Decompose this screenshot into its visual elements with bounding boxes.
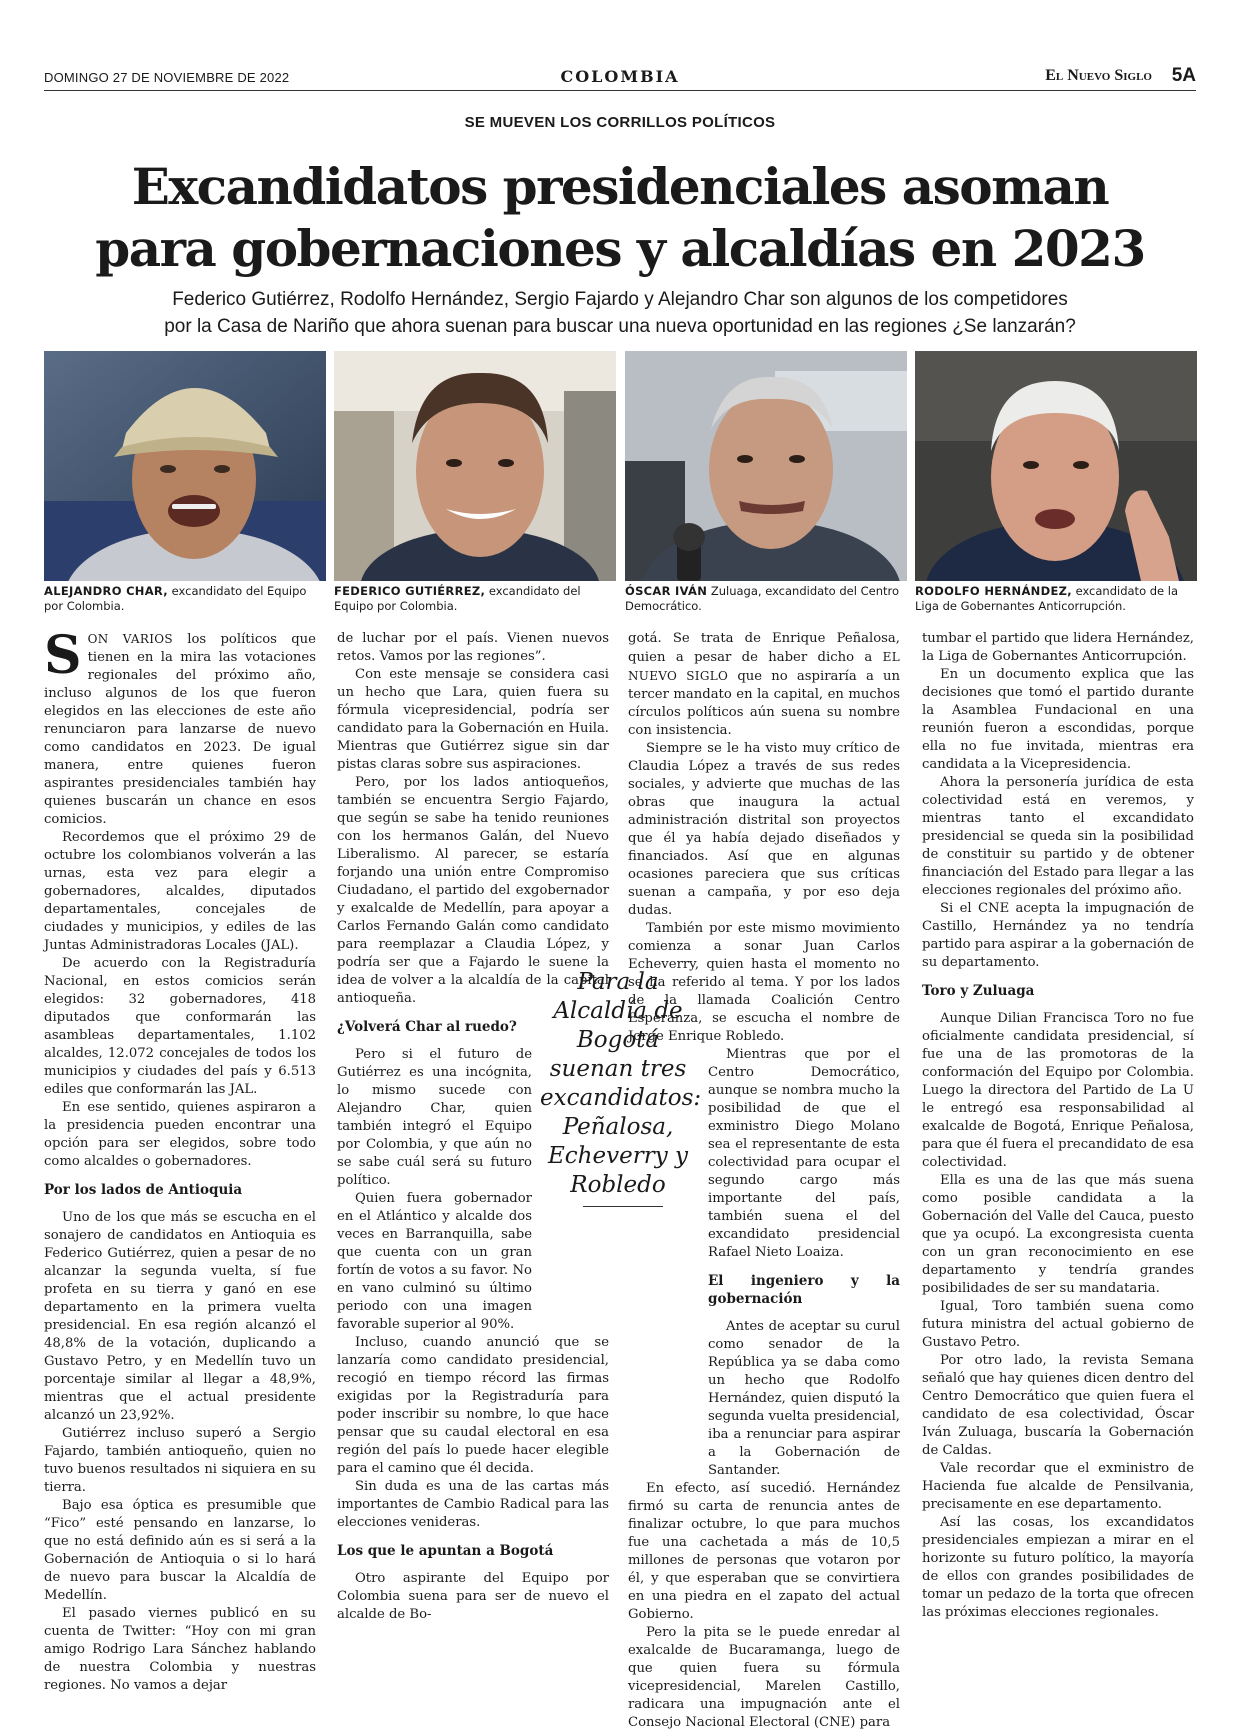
photo-oscar-ivan-zuluaga — [625, 351, 907, 581]
paragraph: tumbar el partido que lidera Hernández, la Liga de Gobernantes Anticorrupción. — [922, 631, 1194, 664]
paragraph: Pero, por los lados antioqueños, también se encuentra Sergio Fajardo, que según se sabe ha tenido reuniones con los hermanos Galán, del Nuevo Liberalismo. Al parecer, se estaría forjando una unión entre Compromiso Ciudadano, el partido del exgobernador y exalcalde de Medellín, para apoyar a Carlos Fernando Galán como candidato para reemplazar a Claudia López, y podría ser que a Fajardo le suene la idea de volver a la alcaldía de la capital antioqueña. — [337, 775, 609, 1006]
caption-name: FEDERICO GUTIÉRREZ, — [334, 584, 486, 598]
paragraph-text: que no aspiraría a un tercer mandato en la capital, en muchos círculos políticos aún suena su nombre con insistencia. — [628, 669, 900, 738]
section-name: COLOMBIA — [560, 67, 680, 86]
paragraph: También por este mismo movimiento comienza a sonar Juan Carlos Echeverry, quien hasta el momento no se ha referido al tema. Y por los lados de la llamada Coalición Centro Esperanza, se escucha el nombre de Jorge Enrique Robledo. — [628, 921, 900, 1044]
subhead-line-1: Federico Gutiérrez, Rodolfo Hernández, Sergio Fajardo y Alejandro Char son algunos de los competidores — [172, 289, 1068, 310]
photo-federico-gutierrez — [334, 351, 616, 581]
caption-name: ÓSCAR IVÁN — [625, 584, 708, 598]
subheading: El ingeniero y la gobernación — [708, 1273, 900, 1307]
photo-alejandro-char — [44, 351, 326, 581]
paragraph: Sin duda es una de las cartas más importantes de Cambio Radical para las elecciones venideras. — [337, 1479, 609, 1530]
portrait-illustration — [625, 351, 907, 581]
paragraph: Ella es una de las que más suena como posible candidata a la Gobernación del Valle del Cauca, puesto que ya ocupó. La excongresista cuenta con un gran reconocimiento en ese departamento y tendría grandes posibilidades de ser su mandataria. — [922, 1173, 1194, 1296]
paragraph: Incluso, cuando anunció que se lanzaría como candidato presidencial, recogió en tiempo récord las firmas exigidas por la Registraduría para poder inscribir su nombre, lo que hace pensar que su caudal electoral en esa región del país lo puede hacer elegible para el camino que él decida. — [337, 1335, 609, 1476]
paragraph: Pero si el futuro de Gutiérrez es una incógnita, lo mismo sucede con Alejandro Char, quien también integró el Equipo por Colombia, y que aún no se sabe cuál será su futuro político. — [337, 1047, 532, 1188]
article-column-3 — [628, 630, 900, 1732]
paragraph: De acuerdo con la Registraduría Nacional, en estos comicios serán elegidos: 32 gobernadores, 418 diputados que conformarán las asambleas departamentales, 1.102 alcaldes, 12.072 concejales de todos los municipios y ciudades del país y 6.513 ediles que conformarán las JAL. — [44, 956, 316, 1097]
caption-text: Zuluaga, excandidato del Centro Democrático. — [625, 584, 900, 613]
paragraph: Con este mensaje se considera casi un hecho que Lara, quien fuera su fórmula vicepresidencial, podría ser candidato para la Gobernación en Huila. Mientras que Gutiérrez sigue sin dar pistas claras sobre sus aspiraciones. — [337, 667, 609, 772]
paragraph: Si el CNE acepta la impugnación de Castillo, Hernández ya no tendría partido para aspirar a la gobernación de su departamento. — [922, 901, 1194, 970]
photo-caption — [334, 584, 616, 614]
paragraph: Igual, Toro también suena como futura ministra del actual gobierno de Gustavo Petro. — [922, 1299, 1194, 1350]
paragraph: Antes de aceptar su curul como senador de la República ya se daba como un hecho que Rodolfo Hernández, quien disputó la segunda vuelta presidencial, iba a renunciar para aspirar a la Gobernación de Santander. — [708, 1319, 900, 1478]
photo-rodolfo-hernandez — [915, 351, 1197, 581]
portrait-illustration — [334, 351, 616, 581]
subheading: ¿Volverá Char al ruedo? — [337, 1019, 517, 1035]
paragraph: Recordemos que el próximo 29 de octubre los colombianos volverán a las urnas, esta vez para elegir a gobernadores, alcaldes, diputados departamentales, concejales de ciudades y municipios, y ediles de las Juntas Administradoras Locales (JAL). — [44, 830, 316, 953]
headline-line-1: Excandidatos presidenciales asoman — [131, 157, 1109, 216]
paragraph: Mientras que por el Centro Democrático, aunque se nombra mucho la posibilidad de que el exministro Diego Molano sea el representante de esta colectividad para ocupar el segundo cargo más importante del país, también suena el del excandidato presidencial Rafael Nieto Loaiza. — [708, 1047, 900, 1260]
subheading: Los que le apuntan a Bogotá — [337, 1543, 554, 1559]
paragraph: de luchar por el país. Vienen nuevos retos. Vamos por las regiones”. — [337, 631, 609, 664]
paragraph-text: los políticos que tienen en la mira las votaciones regionales del próximo año, incluso algunos de los que fueron elegidos en las elecciones de este año renunciaron para lanzarse de nuevo como candidatos en 2023. De igual manera, entre quienes fueron aspirantes presidenciales también hay quienes buscarán un chance en esos comicios. — [44, 632, 316, 827]
subhead-line-2: por la Casa de Nariño que ahora suenan para buscar una nueva oportunidad en las regiones ¿Se lanzarán? — [164, 316, 1076, 337]
portrait-illustration — [915, 351, 1197, 581]
photo-caption — [915, 584, 1197, 614]
paragraph: Quien fuera gobernador en el Atlántico y alcalde dos veces en Barranquilla, sabe que cuenta con un gran fortín de votos a su favor. No en vano culminó su último periodo con una imagen favorable superior al 90%. — [337, 1191, 532, 1332]
paragraph: Por otro lado, la revista Semana señaló que hay quienes dicen dentro del Centro Democrático que quien fuera el candidato de esa colectividad, Óscar Iván Zuluaga, buscaría la Gobernación de Caldas. — [922, 1353, 1194, 1458]
narrow-text-block — [337, 1046, 532, 1334]
paragraph: Ahora la personería jurídica de esta colectividad está en veremos, y mientras tanto el excandidato presidencial se queda sin la posibilidad de constituir su partido y de obtener financiación del Estado para llegar a las elecciones regionales del próximo año. — [922, 775, 1194, 898]
article-column-1 — [44, 625, 316, 1695]
publication-name: El Nuevo Siglo — [1045, 67, 1152, 84]
issue-date: DOMINGO 27 DE NOVIEMBRE DE 2022 — [44, 70, 290, 85]
indented-text-block — [708, 1046, 900, 1480]
article-column-4 — [922, 630, 1194, 1622]
caption-name: RODOLFO HERNÁNDEZ, — [915, 584, 1072, 598]
paragraph — [628, 630, 900, 740]
paragraph: Bajo esa óptica es presumible que “Fico” esté pensando en lanzarse, lo que no está definido aún es si será a la Gobernación de Antioquia o si lo hará de nuevo para buscar la Alcaldía de Medellín. — [44, 1498, 316, 1603]
paragraph: Siempre se le ha visto muy crítico de Claudia López a través de sus redes sociales, y advierte que muchas de las obras que inaugura la actual administración distrital son proyectos que él ya había dejado diseñados y financiados. Así que en algunas ocasiones pareciera que sus críticas suenan a campaña, y por eso deja dudas. — [628, 741, 900, 918]
paragraph: En efecto, así sucedió. Hernández firmó su carta de renuncia antes de finalizar octubre, lo que para muchos fue una cachetada a más de 10,5 millones de personas que votaron por él, y que esperaban que se convirtiera en una piedra en el zapato del actual Gobierno. — [628, 1481, 900, 1622]
paragraph: Vale recordar que el exministro de Hacienda fue alcalde de Pensilvania, precisamente en ese departamento. — [922, 1461, 1194, 1512]
paragraph: Otro aspirante del Equipo por Colombia suena para ser de nuevo el alcalde de Bo- — [337, 1571, 609, 1622]
photo-caption — [44, 584, 326, 614]
headline-line-2: para gobernaciones y alcaldías en 2023 — [95, 219, 1145, 278]
paragraph: Uno de los que más se escucha en el sonajero de candidatos en Antioquia es Federico Gutiérrez, quien a pesar de no alcanzar la segunda vuelta, sí fue profeta en su tierra y ganó en ese departamento en la primera vuelta presidencial. En esa región alcanzó el 48,8% de la votación, duplicando a Gustavo Petro, y en Medellín tuvo un porcentaje similar al llegar a 48,9%, mientras que el actual presidente alcanzó un 23,92%. — [44, 1210, 316, 1423]
paragraph: Así las cosas, los excandidatos presidenciales empiezan a mirar en el horizonte su futuro político, la mayoría de ellos con grandes posibilidades de tomar un pedazo de la torta que ofrecen las próximas elecciones regionales. — [922, 1515, 1194, 1620]
caption-text: excandidato de la Liga de Gobernantes Anticorrupción. — [915, 584, 1179, 613]
article-headline — [40, 156, 1200, 280]
article-subhead — [40, 286, 1200, 340]
paragraph: El pasado viernes publicó en su cuenta de Twitter: “Hoy con mi gran amigo Rodrigo Lara Sánchez hablando de nuestra Colombia y nuestras regiones. No vamos a dejar — [44, 1606, 316, 1693]
article-kicker: SE MUEVEN LOS CORRILLOS POLÍTICOS — [464, 114, 776, 131]
newspaper-name-caps: EL NUEVO SIGLO — [628, 650, 900, 683]
page-number: 5A — [1171, 65, 1196, 86]
photo-caption — [625, 584, 907, 614]
paragraph: Pero la pita se le puede enredar al exalcalde de Bucaramanga, luego de que quien fuera su fórmula vicepresidencial, Marelen Castillo, radicara una impugnación ante el Consejo Nacional Electoral (CNE) para — [628, 1625, 900, 1730]
paragraph: Gutiérrez incluso superó a Sergio Fajardo, también antioqueño, quien no tuvo buenos resultados ni siquiera en su tierra. — [44, 1426, 316, 1495]
drop-cap: S — [44, 625, 82, 686]
subheading: Por los lados de Antioquia — [44, 1182, 243, 1198]
paragraph-text: gotá. Se trata de Enrique Peñalosa, quien a pesar de haber dicho a — [628, 631, 900, 665]
page-header — [44, 66, 1196, 91]
pull-quote: Para la Alcaldía de Bogotá suenan tres excandidatos: Peñalosa, Echeverry y Robledo — [540, 969, 702, 1198]
caption-text: excandidato del Equipo por Colombia. — [44, 584, 307, 613]
caption-name: ALEJANDRO CHAR, — [44, 584, 168, 598]
paragraph: En ese sentido, quienes aspiraron a la presidencia pueden encontrar una opción para ser elegidos, sobre todo como alcaldes o gobernadores. — [44, 1100, 316, 1169]
paragraph: Aunque Dilian Francisca Toro no fue oficialmente candidata presidencial, sí fue una de las promotoras de la conformación del Equipo por Colombia. Luego la directora del Partido de La U le entregó esa responsabilidad al exalcalde de Bogotá, Enrique Peñalosa, para que él fuera el precandidato de esa colectividad. — [922, 1011, 1194, 1170]
portrait-illustration — [44, 351, 326, 581]
paragraph — [44, 625, 316, 829]
caption-text: excandidato del Equipo por Colombia. — [334, 584, 581, 613]
subheading: Toro y Zuluaga — [922, 983, 1035, 999]
paragraph: En un documento explica que las decisiones que tomó el partido durante la Asamblea Fundacional en una reunión fueron a escondidas, porque ella no fue invitada, mientras era candidata a la Vicepresidencia. — [922, 667, 1194, 772]
lead-in: ON VARIOS — [87, 632, 173, 646]
